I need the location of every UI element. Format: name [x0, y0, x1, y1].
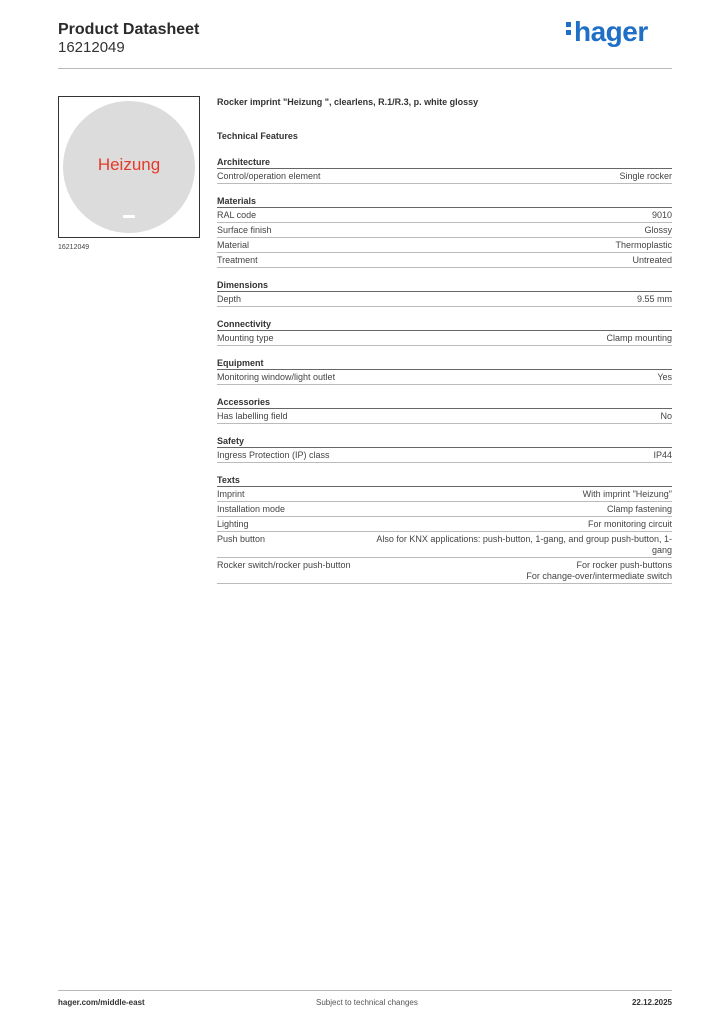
- feature-value: Glossy: [644, 224, 672, 235]
- feature-section-title: Equipment: [217, 357, 672, 370]
- feature-section: [217, 318, 672, 346]
- feature-value: Also for KNX applications: push-button, 1-gang, and group push-button, 1-gang: [376, 533, 672, 555]
- feature-section: [217, 279, 672, 307]
- feature-row: [217, 169, 672, 184]
- feature-label: Lighting: [217, 518, 249, 529]
- feature-section-title: Connectivity: [217, 318, 672, 331]
- rocker-light-outlet: [123, 215, 135, 218]
- feature-row: [217, 487, 672, 502]
- rocker-image: [63, 101, 195, 233]
- feature-label: Rocker switch/rocker push-button: [217, 559, 351, 570]
- product-description: Rocker imprint "Heizung ", clearlens, R.1/R.3, p. white glossy: [217, 97, 479, 107]
- feature-label: Material: [217, 239, 250, 250]
- footer-date: 22.12.2025: [631, 998, 672, 1007]
- feature-value: Single rocker: [619, 170, 672, 181]
- footer-divider: [58, 990, 672, 991]
- product-code: 16212049: [58, 39, 125, 56]
- feature-section-title: Dimensions: [217, 279, 672, 292]
- feature-value: Thermoplastic: [615, 239, 672, 250]
- feature-label: Control/operation element: [217, 170, 321, 181]
- feature-value: Yes: [657, 371, 672, 382]
- technical-features-table: [217, 156, 672, 595]
- footer-notice: Subject to technical changes: [316, 998, 418, 1007]
- feature-row: [217, 409, 672, 424]
- feature-value: 9010: [651, 209, 672, 220]
- feature-row: [217, 223, 672, 238]
- feature-label: Ingress Protection (IP) class: [217, 449, 330, 460]
- footer-website-link[interactable]: hager.com/middle-east: [58, 998, 145, 1007]
- feature-row: [217, 448, 672, 463]
- feature-row: [217, 331, 672, 346]
- header-title: Product Datasheet: [58, 21, 200, 38]
- feature-label: Has labelling field: [217, 410, 288, 421]
- feature-label: Treatment: [217, 254, 258, 265]
- feature-label: RAL code: [217, 209, 257, 220]
- feature-label: Imprint: [217, 488, 245, 499]
- feature-value: For rocker push-buttons For change-over/intermediate switch: [526, 559, 672, 581]
- image-caption: 16212049: [58, 244, 90, 251]
- feature-section-title: Architecture: [217, 156, 672, 169]
- feature-section-title: Texts: [217, 474, 672, 487]
- feature-section: [217, 357, 672, 385]
- logo-text: hager: [574, 16, 648, 47]
- feature-value: With imprint "Heizung": [582, 488, 672, 499]
- feature-value: Untreated: [632, 254, 672, 265]
- feature-row: [217, 238, 672, 253]
- feature-row: [217, 292, 672, 307]
- feature-row: [217, 370, 672, 385]
- feature-section-title: Materials: [217, 195, 672, 208]
- feature-section-title: Accessories: [217, 396, 672, 409]
- feature-value: No: [660, 410, 672, 421]
- feature-row: [217, 517, 672, 532]
- feature-value: Clamp fastening: [606, 503, 672, 514]
- feature-label: Surface finish: [217, 224, 272, 235]
- hager-logo: [566, 16, 648, 48]
- feature-section: [217, 474, 672, 584]
- feature-row: [217, 532, 672, 558]
- technical-features-heading: Technical Features: [217, 131, 298, 141]
- header-divider: [58, 68, 672, 69]
- feature-label: Push button: [217, 533, 266, 544]
- feature-label: Depth: [217, 293, 242, 304]
- feature-label: Installation mode: [217, 503, 286, 514]
- feature-section: [217, 435, 672, 463]
- hager-colon-mark-icon: [566, 19, 572, 38]
- feature-value: Clamp mounting: [606, 332, 672, 343]
- feature-row: [217, 208, 672, 223]
- feature-row: [217, 253, 672, 268]
- feature-label: Monitoring window/light outlet: [217, 371, 336, 382]
- feature-value: For monitoring circuit: [587, 518, 672, 529]
- feature-value: IP44: [653, 449, 672, 460]
- rocker-imprint: Heizung: [97, 155, 161, 174]
- feature-section: [217, 156, 672, 184]
- feature-value: 9.55 mm: [636, 293, 672, 304]
- feature-section: [217, 396, 672, 424]
- feature-row: [217, 502, 672, 517]
- feature-section: [217, 195, 672, 268]
- feature-row: [217, 558, 672, 584]
- feature-section-title: Safety: [217, 435, 672, 448]
- feature-label: Mounting type: [217, 332, 274, 343]
- product-image-frame: [58, 96, 200, 238]
